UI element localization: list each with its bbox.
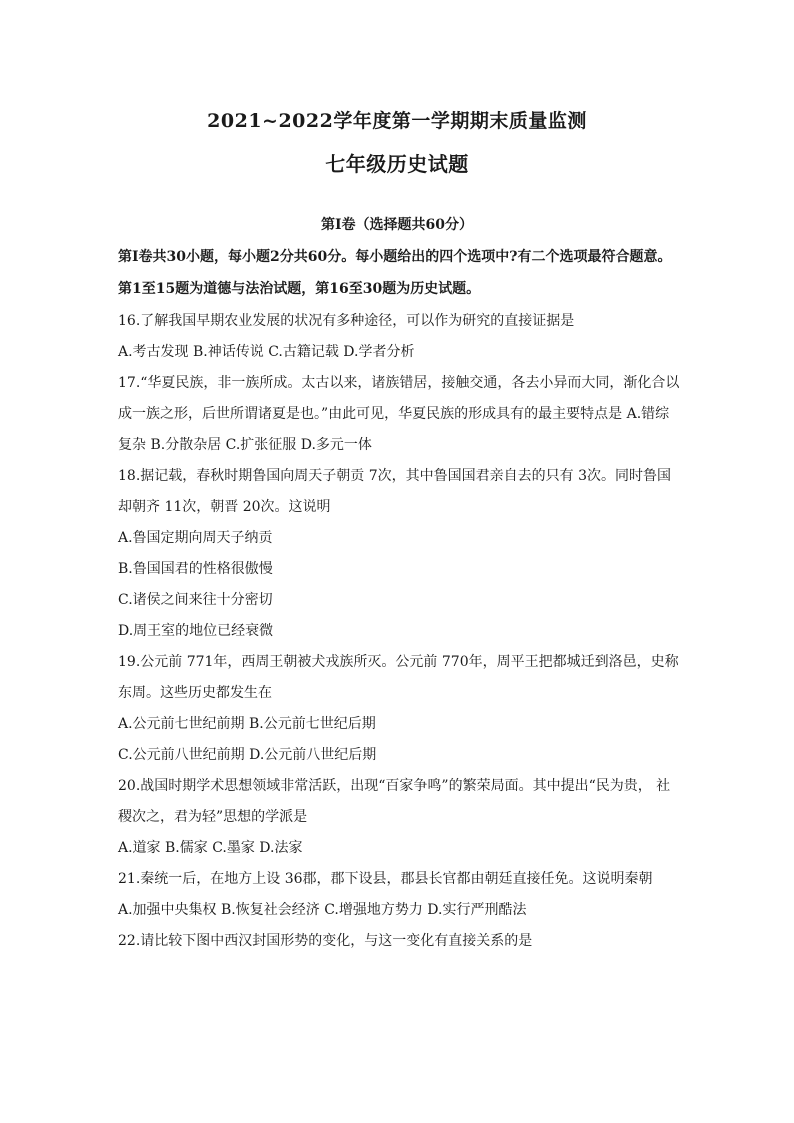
question-line: 16.了解我国早期农业发展的状况有多种途径，可以作为研究的直接证据是 [118, 313, 575, 329]
question-line: 成一族之形，后世所谓诸夏是也。”由此可见，华夏民族的形成具有的最主要特点是 A.错综 [118, 406, 670, 422]
question-line: 19.公元前 771年，西周王朝被犬戎族所灭。公元前 770年，周平王把都城迁到洛邑，史称 [118, 654, 679, 670]
exam-subtitle: 七年级历史试题 [325, 152, 469, 176]
question-line: 东周。这些历史都发生在 [118, 685, 272, 701]
question-line: 稷次之，君为轻”思想的学派是 [118, 809, 308, 825]
instruction-line: 第1至15题为道德与法治试题，第16至30题为历史试题。 [118, 281, 481, 297]
question-line: 22.请比较下图中西汉封国形势的变化，与这一变化有直接关系的是 [118, 933, 533, 949]
option-line: A.公元前七世纪前期 B.公元前七世纪后期 [118, 716, 376, 732]
option-line: A.考古发现 B.神话传说 C.古籍记载 D.学者分析 [118, 344, 415, 360]
section-title: 第Ⅰ卷（选择题共60分） [320, 217, 474, 233]
question-line: 却朝齐 11次，朝晋 20次。这说明 [118, 499, 331, 515]
option-line: A.鲁国定期向周天子纳贡 [118, 530, 273, 546]
question-line: 21.秦统一后，在地方上设 36郡，郡下设县，郡县长官都由朝廷直接任免。这说明秦朝 [118, 871, 653, 887]
question-line: 17.“华夏民族，非一族所成。太古以来，诸族错居，接触交通，各去小异而大同，渐化合以 [118, 375, 680, 391]
option-line: 复杂 B.分散杂居 C.扩张征服 D.多元一体 [118, 437, 372, 453]
exam-title: 2021~2022学年度第一学期期末质量监测 [207, 110, 587, 132]
option-line: A.加强中央集权 B.恢复社会经济 C.增强地方势力 D.实行严刑酷法 [118, 902, 527, 918]
option-line: C.诸侯之间来往十分密切 [118, 592, 273, 608]
option-line: D.周王室的地位已经衰微 [118, 623, 274, 639]
question-line: 18.据记载，春秋时期鲁国向周天子朝贡 7次，其中鲁国国君亲自去的只有 3次。同时鲁国 [118, 468, 671, 484]
instruction-line: 第Ⅰ卷共30小题，每小题2分共60分。每小题给出的四个选项中?有二个选项最符合题意。 [118, 249, 672, 265]
option-line: C.公元前八世纪前期 D.公元前八世纪后期 [118, 747, 377, 763]
option-line: B.鲁国国君的性格很傲慢 [118, 561, 273, 577]
option-line: A.道家 B.儒家 C.墨家 D.法家 [118, 840, 303, 856]
question-line: 20.战国时期学术思想领域非常活跃，出现“百家争鸣”的繁荣局面。其中提出“民为贵， 社 [118, 778, 671, 794]
